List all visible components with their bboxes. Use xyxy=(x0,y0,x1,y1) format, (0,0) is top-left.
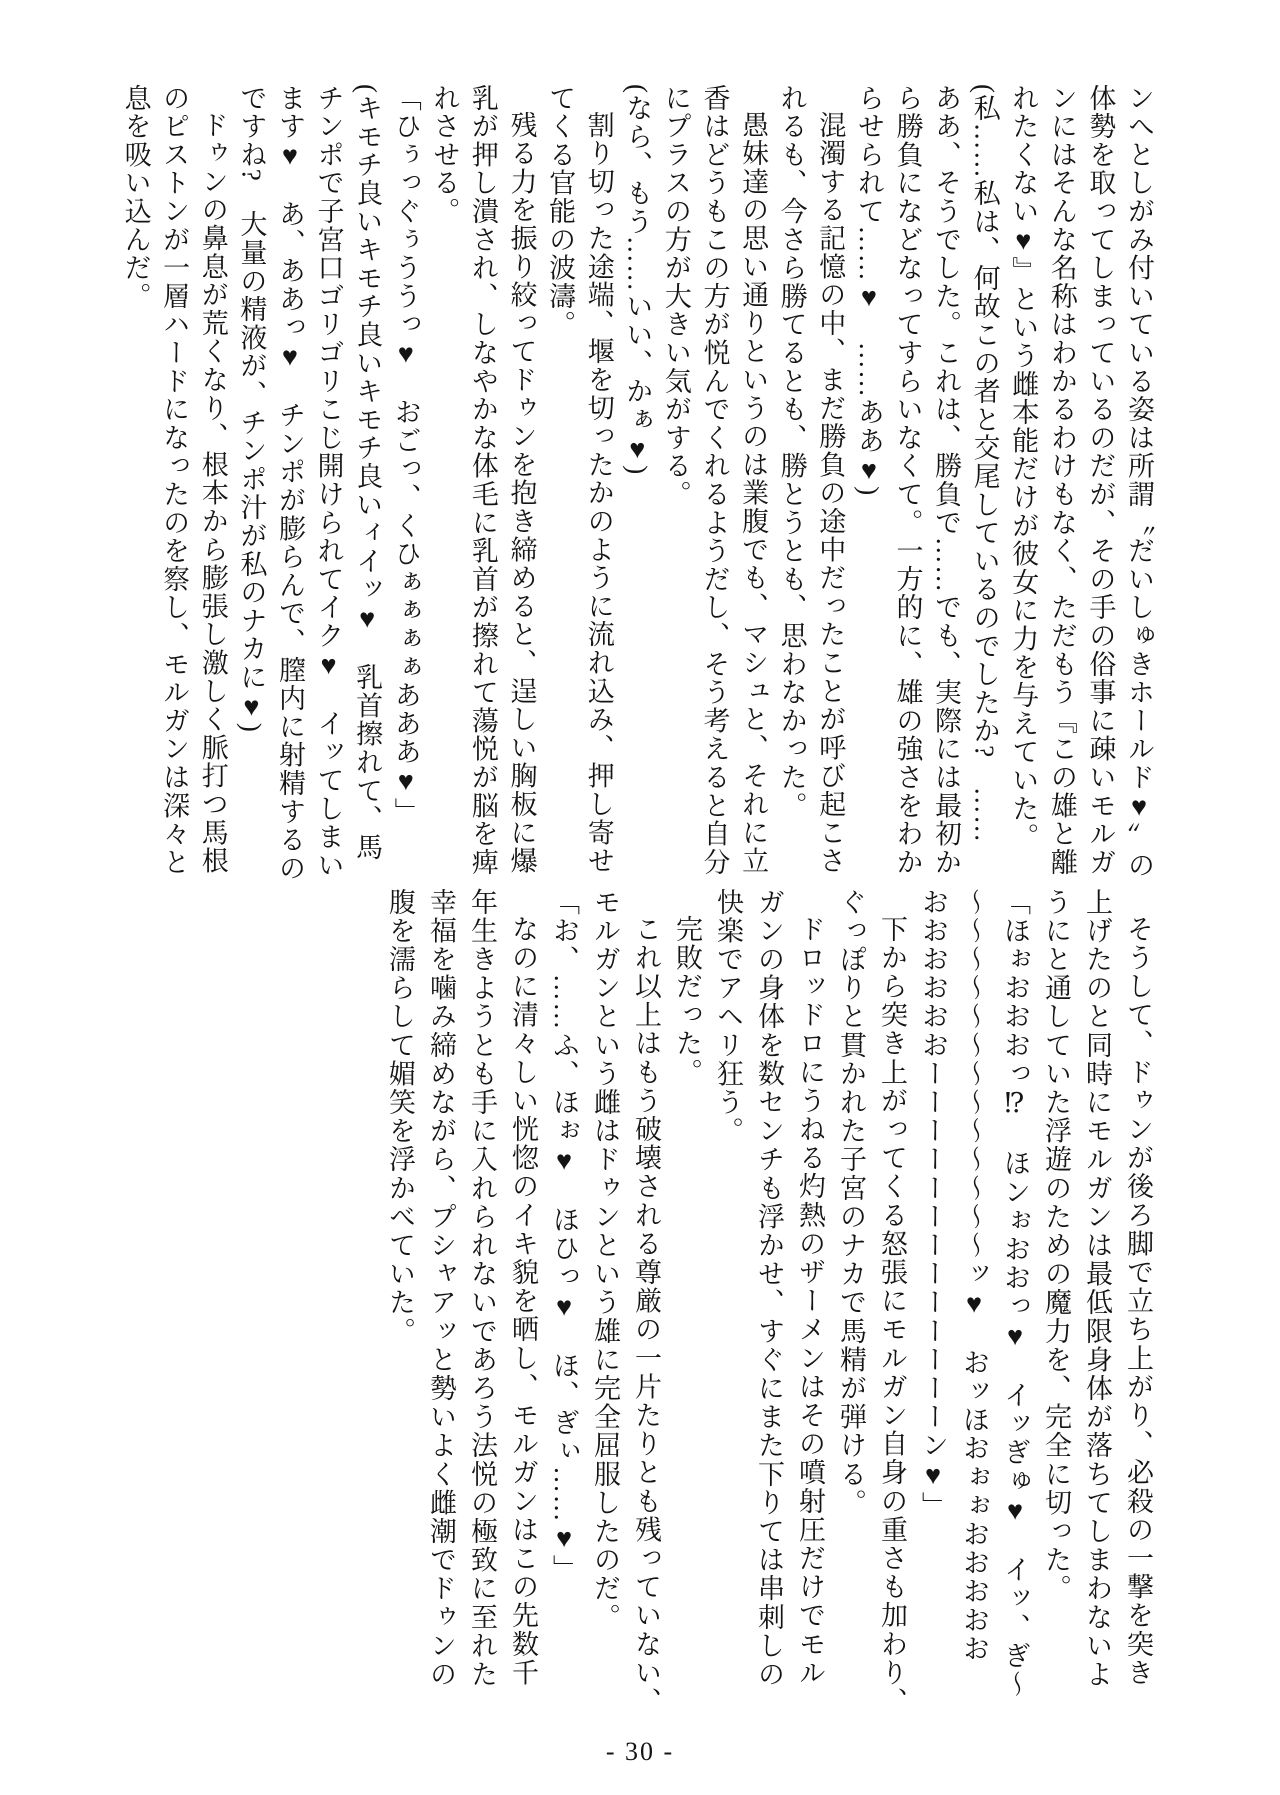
text-column: ああ、そうでした。これは、勝負で……でも、実際には最初か xyxy=(931,84,962,877)
text-column: ですね? 大量の精液が、チンポ汁が私のナカに♥) xyxy=(236,84,267,734)
text-column: 混濁する記憶の中、まだ勝負の途中だったことが呼び起こさ xyxy=(815,111,846,876)
text-column: ンにはそんな名称はわかるわけもなく、ただもう『この雄と離 xyxy=(1046,84,1077,877)
text-column: 下から突き上がってくる怒張にモルガン自身の重さも加わり、 xyxy=(877,915,907,1716)
text-column: 完敗だった。 xyxy=(672,915,702,1087)
text-column: らせられて……♥ ……ああ♥) xyxy=(853,84,884,497)
text-column: 残る力を振り絞ってドゥンを抱き締めると、逞しい胸板に爆 xyxy=(506,111,537,876)
text-column: ます♥ あ、ああっ♥ チンポが膨らんで、膣内に射精するの xyxy=(274,84,305,883)
text-column: うにと通していた浮遊のための魔力を、完全に切った。 xyxy=(1041,888,1071,1603)
text-column: (キモチ良いキモチ良いキモチ良いィイッ♥ 乳首擦れて、馬 xyxy=(352,84,383,862)
text-column: 「ほぉおおおっ⁉ ほンぉおおっ♥ イッぎゅ♥ イッ、ぎ〜 xyxy=(1000,888,1030,1699)
text-column: のピストンが一層ハードになったのを察し、モルガンは深々と xyxy=(159,84,190,877)
text-column: 香はどうもこの方が悦んでくれるようだし、そう考えると自分 xyxy=(699,84,730,877)
text-column: れさせる。 xyxy=(429,84,460,226)
text-block-bottom xyxy=(379,888,1158,1716)
text-column: なのに清々しい恍惚のイキ貌を晒し、モルガンはこの先数千 xyxy=(508,915,538,1688)
text-block-top xyxy=(116,84,1158,883)
text-column: そうして、ドゥンが後ろ脚で立ち上がり、必殺の一撃を突き xyxy=(1123,915,1153,1688)
text-column: 息を吸い込んだ。 xyxy=(120,84,151,311)
text-column: (私……私は、何故この者と交尾しているのでしたか? …… xyxy=(969,84,1000,844)
text-column: 上げたのと同時にモルガンは最低限身体が落ちてしまわないよ xyxy=(1082,888,1112,1689)
text-column: ら勝負になどなってすらいなくて。一方的に、雄の強さをわか xyxy=(892,84,923,877)
text-column: てくる官能の波濤。 xyxy=(545,84,576,339)
text-column: 〜〜〜〜〜〜〜〜〜〜〜〜〜ッ♥ おッほおぉぉおおおおお xyxy=(959,888,989,1664)
text-column: 割り切った途端、堰を切ったかのように流れ込み、押し寄せ xyxy=(583,111,614,876)
text-column: 乳が押し潰され、しなやかな体毛に乳首が擦れて蕩悦が脳を痺 xyxy=(467,84,498,877)
text-column: れたくない♥』という雌本能だけが彼女に力を与えていた。 xyxy=(1008,84,1039,852)
text-column: ぐっぽりと貫かれた子宮のナカで馬精が弾ける。 xyxy=(836,888,866,1518)
text-column: ガンの身体を数センチも浮かせ、すぐにまた下りては串刺しの xyxy=(754,888,784,1689)
text-column: 幸福を噛み締めながら、プシャアッと勢いよく雌潮でドゥンの xyxy=(426,888,456,1689)
text-column: チンポで子宮口ゴリゴリこじ開けられてイク♥ イッてしまい xyxy=(313,84,344,880)
text-column: 愚妹達の思い通りというのは業腹でも、マシュと、それに立 xyxy=(738,111,769,876)
text-column: これ以上はもう破壊される尊厳の一片たりとも残っていない、 xyxy=(631,915,661,1716)
text-column: にプラスの方が大きい気がする。 xyxy=(660,84,691,509)
text-column: 腹を濡らして媚笑を浮かべていた。 xyxy=(385,888,415,1346)
text-column: ドロッドロにうねる灼熱のザーメンはその噴射圧だけでモル xyxy=(795,915,825,1688)
text-column: ンへとしがみ付いている姿は所謂〝だいしゅきホールド♥〟の xyxy=(1124,84,1154,880)
text-column: ドゥンの鼻息が荒くなり、根本から膨張し激しく脈打つ馬根 xyxy=(197,111,228,876)
text-column: モルガンという雌はドゥンという雄に完全屈服したのだ。 xyxy=(590,888,620,1632)
text-column: 「お、……ふ、ほぉ♥ ほひっ♥ ほ、ぎぃ……♥」 xyxy=(549,888,579,1584)
text-column: 快楽でアヘリ狂う。 xyxy=(713,888,743,1146)
text-column: れるも、今さら勝てるとも、勝とうとも、思わなかった。 xyxy=(776,84,807,820)
text-column: 「ひぅっぐぅううっ♥ おごっ、くひぁぁぁぁあああ♥」 xyxy=(390,84,421,826)
page-number: - 30 - xyxy=(605,1737,675,1766)
text-column: おおおおおおーーーーーーーーーーーーーン♥」 xyxy=(918,888,948,1521)
text-column: 年生きようとも手に入れられないであろう法悦の極致に至れた xyxy=(467,888,497,1689)
text-column: 体勢を取ってしまっているのだが、その手の俗事に疎いモルガ xyxy=(1085,84,1116,877)
text-column: (なら、もう……いい、かぁ♥) xyxy=(622,84,653,476)
